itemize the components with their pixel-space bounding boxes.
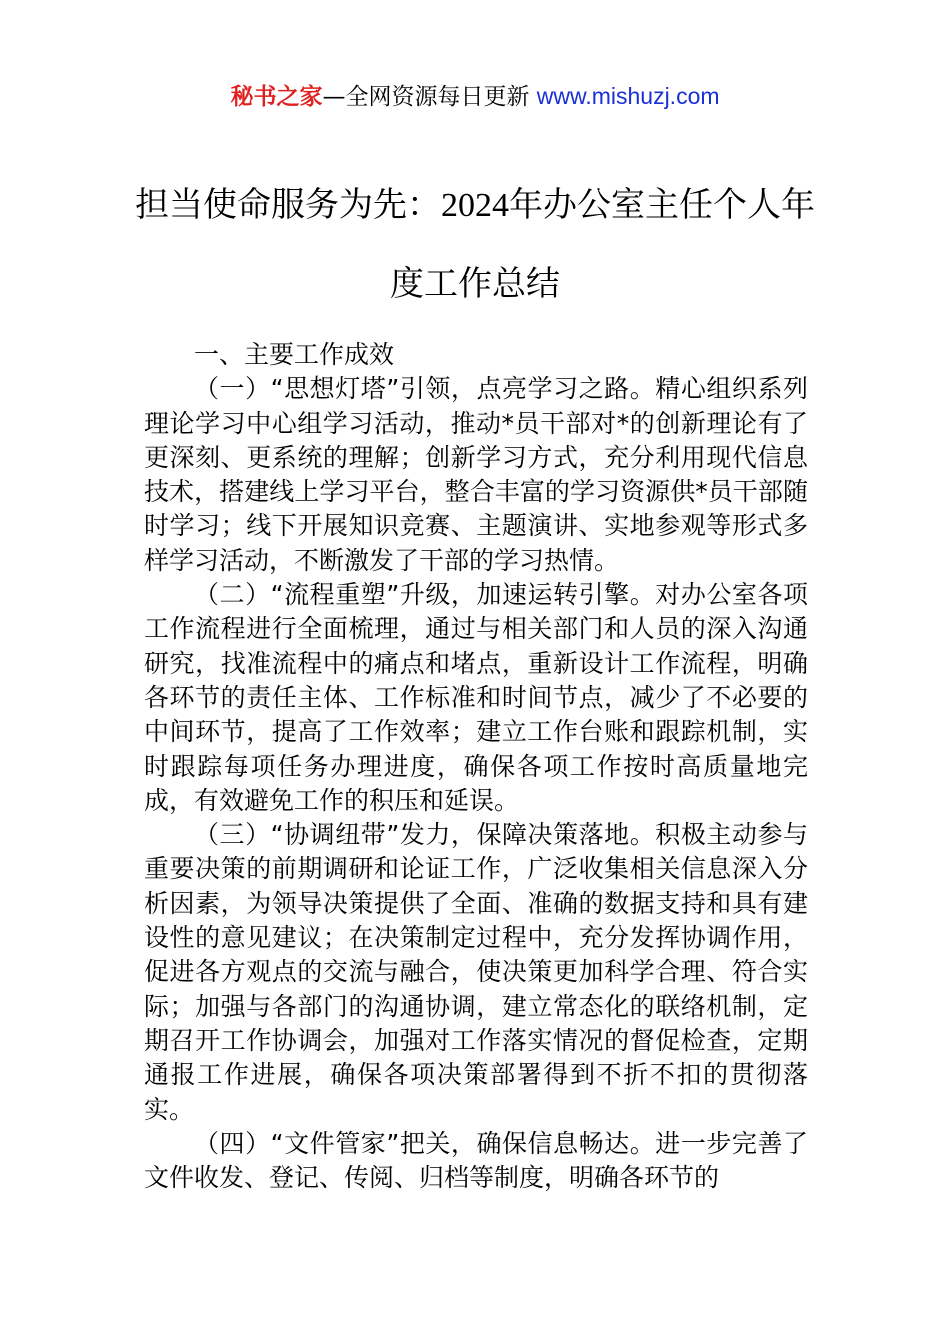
paragraph-1: （一）“思想灯塔”引领，点亮学习之路。精心组织系列理论学习中心组学习活动，推动*员干部对*的创新理论有了更深刻、更系统的理解；创新学习方式，充分利用现代信息技术，搭建线上学习平台，整合丰富的学习资源供*员干部随时学习；线下开展知识竞赛、主题演讲、实地参观等形式多样学习活动，不断激发了干部的学习热情。 [144,374,808,575]
site-brand: 秘书之家 [230,84,323,110]
section-heading: 一、主要工作成效 [194,340,395,369]
title-part-1: 担当使命服务为先： [135,185,441,225]
site-header [0,80,950,113]
document-body [144,338,808,1195]
paragraph-4: （四）“文件管家”把关，确保信息畅达。进一步完善了文件收发、登记、传阅、归档等制度，明确各环节的 [144,1128,808,1193]
document-title [130,166,820,323]
title-part-2: 年办公室主任个人年度工作总结 [390,185,815,304]
paragraph-2: （二）“流程重塑”升级，加速运转引擎。对办公室各项工作流程进行全面梳理，通过与相关部门和人员的深入沟通研究，找准流程中的痛点和堵点，重新设计工作流程，明确各环节的责任主体、工作标准和时间节点，减少了不必要的中间环节，提高了工作效率；建立工作台账和跟踪机制，实时跟踪每项任务办理进度，确保各项工作按时高质量地完成，有效避免工作的积压和延误。 [144,580,808,815]
paragraph-3: （三）“协调纽带”发力，保障决策落地。积极主动参与重要决策的前期调研和论证工作，广泛收集相关信息深入分析因素，为领导决策提供了全面、准确的数据支持和具有建设性的意见建议；在决策制定过程中，充分发挥协调作用，促进各方观点的交流与融合，使决策更加科学合理、符合实际；加强与各部门的沟通协调，建立常态化的联络机制，定期召开工作协调会，加强对工作落实情况的督促检查，定期通报工作进展，确保各项决策部署得到不折不扣的贯彻落实。 [144,820,808,1124]
title-year: 2024 [441,187,509,224]
site-tagline: —全网资源每日更新 [322,84,530,110]
site-url-link[interactable]: www.mishuzj.com [536,83,720,109]
